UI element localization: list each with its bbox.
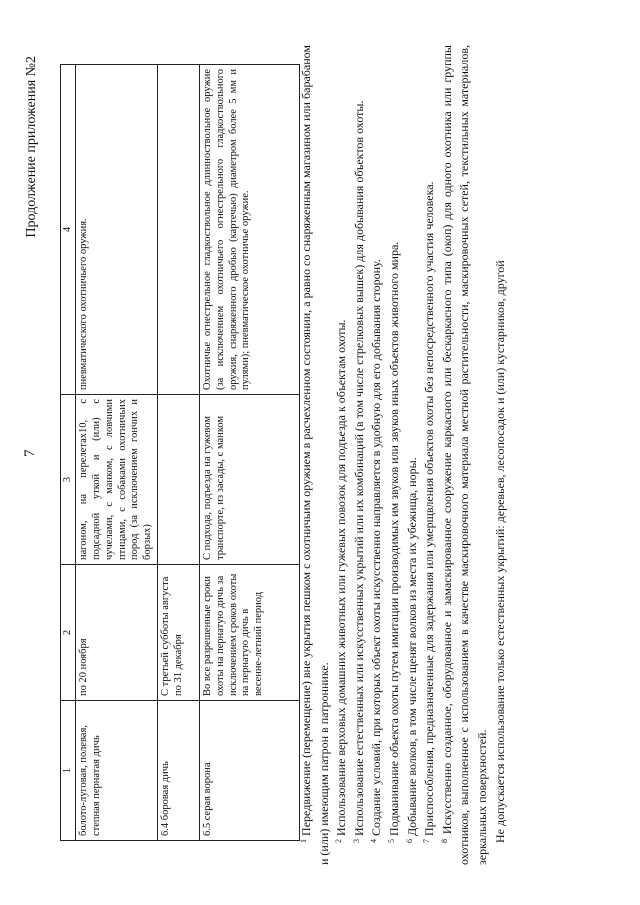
footnote-text: Использование естественных или искусственных укрытий или их комбинаций (в том числе стрелковых вышек) для добывания объектов охоты. <box>351 100 366 836</box>
footnote <box>439 45 492 865</box>
footnote <box>492 45 510 865</box>
method-cell: нагоном, на перелетах10, с подсадной уткой и (или) с чучелами, с манком, с ловчими птицами, с собаками охотничьих пород (за исключением гончих и борзых) <box>76 395 158 565</box>
table-row <box>157 65 199 841</box>
column-number: 4 <box>61 65 76 395</box>
species-cell: 6.5 серая ворона <box>199 701 299 841</box>
page-number: 7 <box>22 449 38 457</box>
footnote-text: Подманивание объекта охоты путем имитации производимых им звуков или звуков иных объектов животного мира. <box>386 241 401 836</box>
period-cell: по 20 ноября <box>76 565 158 701</box>
footnote-mark: 6 <box>404 839 414 843</box>
footnote-mark: 3 <box>351 839 361 843</box>
weapon-cell: Охотничье огнестрельное гладкоствольное длинноствольное оружие (за исключением охотничьего огнестрельного гладкоствольного оружия, снаряженного дробью (картечью) диаметром более 5 мм и пулями); пневматическое охотничье оружие. <box>199 65 299 395</box>
species-cell: болото-луговая, полевая, степная пернатая дичь <box>76 701 158 841</box>
footnote <box>333 45 351 865</box>
period-cell: Во все разрешенные сроки охоты на пернатую дичь за исключением сроков охоты на пернатую дичь в весенне-летний период <box>199 565 299 701</box>
footnote-mark: 4 <box>369 839 379 843</box>
footnote-text: Использование верховых домашних животных или гужевых повозок для подъезда к объектам охоты. <box>334 319 349 836</box>
footnote-mark: 8 <box>439 839 449 843</box>
footnote <box>421 45 439 865</box>
footnote-text: Искусственно созданное, оборудованное и замаскированное сооружение каркасного или бескаркасного типа (окоп) для одного охотника или группы охотников, выполненное с использованием в качестве маскировочного материала местной растительности, маскировочных сетей, текстильных материалов, зеркальных поверхностей. <box>439 45 489 865</box>
weapon-cell: пневматического охотничьего оружия. <box>76 65 158 395</box>
footnote-mark: 5 <box>386 839 396 843</box>
period-cell: С третьей субботы августа по 31 декабря <box>157 565 199 701</box>
column-number-row <box>61 65 76 841</box>
column-number: 1 <box>61 701 76 841</box>
weapon-cell <box>157 65 199 395</box>
footnote-text: Не допускается использование только естественных укрытий: деревьев, лесопосадок и (или) кустарников, другой <box>492 260 507 843</box>
footnote <box>298 45 333 865</box>
footnote-text: Добывание волков, в том числе щенят волков из места их убежища, норы. <box>404 457 419 836</box>
footnote <box>386 45 404 865</box>
method-cell: С подхода, подъезда на гужевом транспорте, из засады, с манком <box>199 395 299 565</box>
footnote-text: Передвижение (перемещение) вне укрытия пешком с охотничьим оружием в расчехленном состоянии, а равно со снаряженным магазином или барабаном и (или) имеющим патрон в патроннике. <box>299 45 331 865</box>
footnote-mark: 1 <box>299 839 308 843</box>
footnote-text: Создание условий, при которых объект охоты искусственно направляется в удобную для его добывания сторону. <box>369 259 384 836</box>
footnotes <box>298 45 509 865</box>
footnote-text: Приспособления, предназначенные для задержания или умерщвления объектов охоты без непосредственного участия человека. <box>422 181 437 836</box>
footnote <box>351 45 369 865</box>
table-row <box>76 65 158 841</box>
footnote <box>368 45 386 865</box>
species-cell: 6.4 боровая дичь <box>157 701 199 841</box>
hunting-rules-table <box>60 64 300 841</box>
footnote <box>404 45 422 865</box>
method-cell <box>157 395 199 565</box>
footnote-mark: 7 <box>422 839 432 843</box>
page-header <box>14 56 50 845</box>
appendix-title: Продолжение приложения №2 <box>24 56 39 238</box>
footnote-mark: 2 <box>334 839 344 843</box>
column-number: 3 <box>61 395 76 565</box>
table-row <box>199 65 299 841</box>
column-number: 2 <box>61 565 76 701</box>
